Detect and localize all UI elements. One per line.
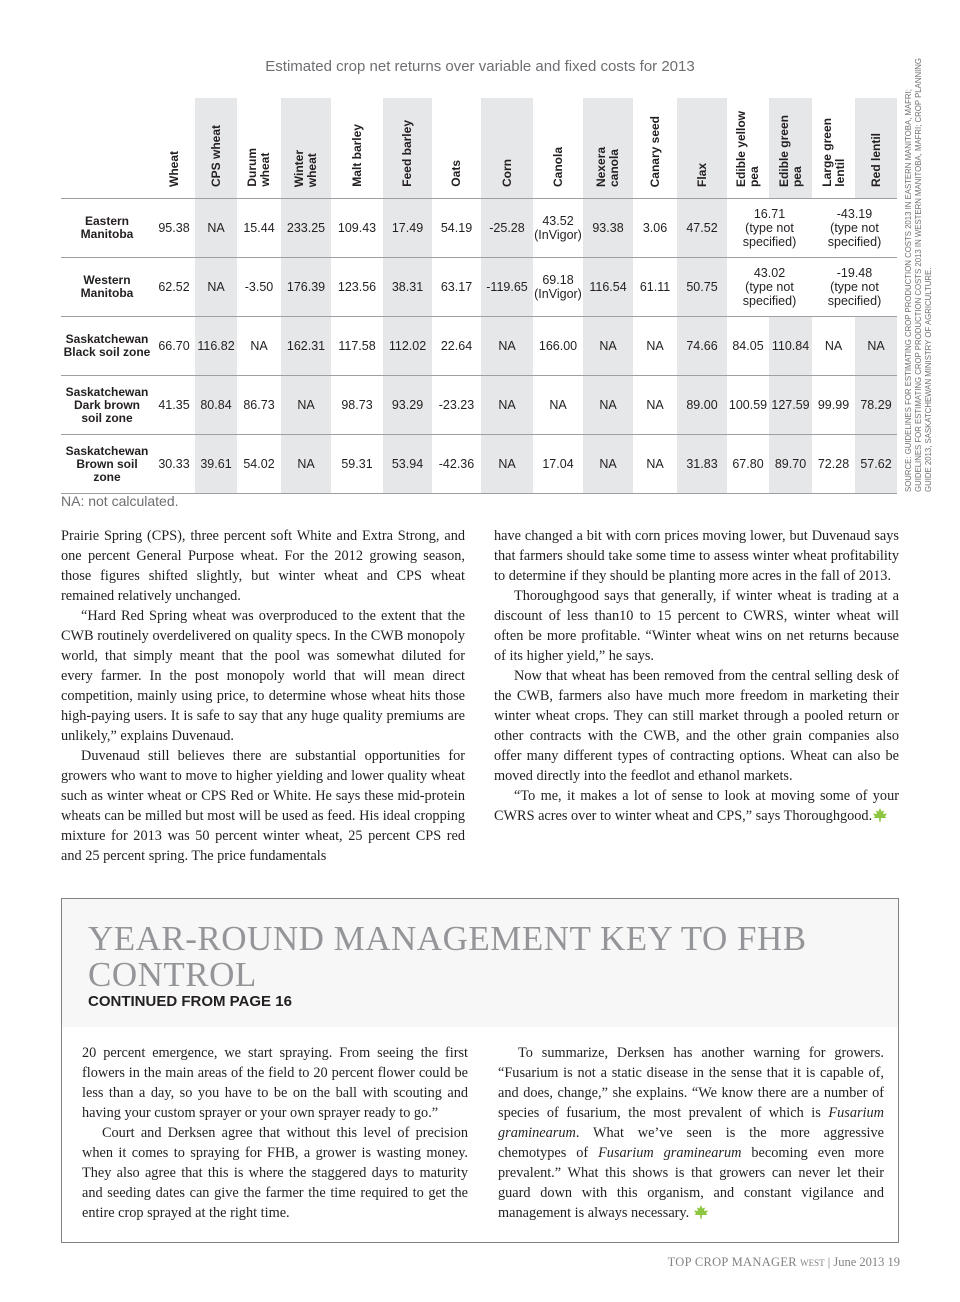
table-cell: NA (281, 435, 331, 494)
col-header: Nexera canola (583, 98, 633, 199)
table-cell: 17.04 (533, 435, 583, 494)
table-cell: 84.05 (727, 317, 769, 376)
paragraph: Thoroughgood says that generally, if winter wheat is trading at a discount of less than10 to 15 percent to CWRS, winter wheat will often be more profitable. “Winter wheat wins on net returns because of its higher yield,” he says. (494, 588, 899, 664)
table-cell: 62.52 (153, 258, 195, 317)
table-cell: NA (855, 317, 897, 376)
table-cell: 162.31 (281, 317, 331, 376)
header-corner (61, 98, 153, 199)
na-footnote: NA: not calculated. (61, 493, 179, 509)
col-header: Winter wheat (281, 98, 331, 199)
table-cell: 93.38 (583, 199, 633, 258)
page-number: 19 (887, 1255, 900, 1269)
table-cell: 117.58 (331, 317, 383, 376)
article-column-left (61, 526, 465, 866)
table-row (61, 317, 897, 376)
table-cell: -42.36 (432, 435, 481, 494)
col-header: Edible yellow pea (727, 98, 769, 199)
row-label: Western Manitoba (61, 258, 153, 317)
table-cell: 39.61 (195, 435, 237, 494)
table-cell: 47.52 (677, 199, 727, 258)
paragraph: To summarize, Derksen has another warning for growers. “Fusarium is not a static disease in the sense that it is capable of, and does, change,” she explains. “We know there are a number of species of fusarium, the most prevalent of which is Fusarium graminearum. What we’ve seen is the more aggressive chemotypes of Fusarium graminearum becoming even more prevalent.” What this shows is that growers can never let their guard down with this organism, and constant vigilance and management is always necessary. (498, 1045, 884, 1221)
table-cell: 30.33 (153, 435, 195, 494)
table-cell: 86.73 (237, 376, 281, 435)
table-cell: NA (633, 317, 677, 376)
table-cell: 95.38 (153, 199, 195, 258)
table-cell: 63.17 (432, 258, 481, 317)
col-header: Malt barley (331, 98, 383, 199)
table-cell: 123.56 (331, 258, 383, 317)
col-header: Oats (432, 98, 481, 199)
table-cell: 233.25 (281, 199, 331, 258)
table-cell: 3.06 (633, 199, 677, 258)
pea-merged-cell: 43.02 (type not specified) (727, 258, 812, 317)
paragraph: “Hard Red Spring wheat was overproduced to the extent that the CWB routinely overdelivered on quality specs. In the CWB monopoly world, that simply meant that the pool was somewhat diluted for every farmer. In the post monopoly world that will mean direct competition, mainly using price, to determine whose wheat hits those high-paying users. It is safe to say that any huge quality premiums are unlikely,” explains Duvenaud. (61, 608, 465, 744)
col-header: Wheat (153, 98, 195, 199)
row-label: Saskatchewan Brown soil zone (61, 435, 153, 494)
table-cell: NA (633, 435, 677, 494)
table-cell: 57.62 (855, 435, 897, 494)
col-header: Red lentil (855, 98, 897, 199)
table-cell: NA (812, 317, 855, 376)
table-cell: 116.54 (583, 258, 633, 317)
col-header: Durum wheat (237, 98, 281, 199)
lentil-merged-cell: -19.48 (type not specified) (812, 258, 897, 317)
table-cell: NA (583, 435, 633, 494)
table-cell: 61.11 (633, 258, 677, 317)
table-cell: 53.94 (383, 435, 432, 494)
col-header: Large green lentil (812, 98, 855, 199)
table-cell: 17.49 (383, 199, 432, 258)
table-cell: 112.02 (383, 317, 432, 376)
table-cell: NA (533, 376, 583, 435)
table-cell: NA (633, 376, 677, 435)
continued-label: CONTINUED FROM PAGE 16 (88, 993, 292, 1010)
row-label: Saskatchewan Black soil zone (61, 317, 153, 376)
col-header: Canary seed (633, 98, 677, 199)
issue-date: | June 2013 (827, 1255, 885, 1269)
table-cell: 116.82 (195, 317, 237, 376)
table-cell: -25.28 (481, 199, 533, 258)
table-cell: 22.64 (432, 317, 481, 376)
table-row (61, 199, 897, 258)
table-cell: 99.99 (812, 376, 855, 435)
table-cell: NA (281, 376, 331, 435)
sidebar-body (62, 1027, 898, 1242)
row-label: Saskatchewan Dark brown soil zone (61, 376, 153, 435)
sidebar-title: YEAR-ROUND MANAGEMENT KEY TO FHB CONTROL (88, 919, 807, 994)
maple-leaf-icon (872, 808, 888, 822)
col-header: Feed barley (383, 98, 432, 199)
lentil-merged-cell: -43.19 (type not specified) (812, 199, 897, 258)
article-column-right (494, 526, 899, 826)
table-cell: NA (583, 317, 633, 376)
table-cell: 72.28 (812, 435, 855, 494)
sidebar-column-right (498, 1043, 884, 1223)
table-cell: NA (237, 317, 281, 376)
table-cell: -3.50 (237, 258, 281, 317)
table-cell: 41.35 (153, 376, 195, 435)
table-cell: NA (481, 376, 533, 435)
table-title: Estimated crop net returns over variable and fixed costs for 2013 (265, 58, 695, 75)
paragraph: Duvenaud still believes there are substantial opportunities for growers who want to move to higher yielding and lower quality wheat such as winter wheat or CPS Red or White. He says these mid-protein wheats can be milled but most will be used as feed. His ideal cropping mixture for 2013 was 50 percent winter wheat, 25 percent CPS red and 25 percent spring. The price fundamentals (61, 748, 465, 864)
paragraph: Now that wheat has been removed from the central selling desk of the CWB, farmers also have much more freedom in marketing their winter wheat crops. They can still market through a pooled return or other contracts with the CWB, and the other grain companies also offer many different types of contracting options. Wheat can also be moved directly into the feedlot and ethanol markets. (494, 668, 899, 784)
table-cell: NA (195, 199, 237, 258)
table-cell: 93.29 (383, 376, 432, 435)
table-cell: -23.23 (432, 376, 481, 435)
table-cell: 110.84 (769, 317, 812, 376)
table-cell: 80.84 (195, 376, 237, 435)
col-header: Edible green pea (769, 98, 812, 199)
paragraph: have changed a bit with corn prices moving lower, but Duvenaud says that farmers should take some time to assess winter wheat profitability to determine if they should be planting more acres in the fall of 2013. (494, 528, 899, 584)
row-label: Eastern Manitoba (61, 199, 153, 258)
table-header-row (61, 98, 897, 199)
table-cell: 78.29 (855, 376, 897, 435)
table-cell: 54.02 (237, 435, 281, 494)
table-row (61, 258, 897, 317)
table-cell: 43.52 (InVigor) (533, 199, 583, 258)
col-header: CPS wheat (195, 98, 237, 199)
paragraph: “To me, it makes a lot of sense to look at moving some of your CWRS acres over to winter wheat and CPS,” says Thoroughgood. (494, 788, 899, 824)
table-row (61, 435, 897, 494)
table-cell: 89.00 (677, 376, 727, 435)
table-cell: 176.39 (281, 258, 331, 317)
magazine-name: TOP CROP MANAGER (667, 1255, 797, 1269)
table-cell: 89.70 (769, 435, 812, 494)
table-cell: 50.75 (677, 258, 727, 317)
col-header: Canola (533, 98, 583, 199)
table-cell: 69.18 (InVigor) (533, 258, 583, 317)
crop-returns-table (61, 98, 897, 494)
table-cell: 31.83 (677, 435, 727, 494)
maple-leaf-icon (693, 1205, 709, 1219)
magazine-edition: WEST (800, 1258, 825, 1268)
paragraph: Prairie Spring (CPS), three percent soft White and Extra Strong, and one percent General Purpose wheat. For the 2012 growing season, those figures shifted slightly, but winter wheat and CPS wheat remained relatively unchanged. (61, 528, 465, 604)
table-cell: 54.19 (432, 199, 481, 258)
table-row (61, 376, 897, 435)
table-cell: 127.59 (769, 376, 812, 435)
table-cell: 98.73 (331, 376, 383, 435)
table-cell: 109.43 (331, 199, 383, 258)
sidebar-column-left (82, 1043, 468, 1223)
table-source-note: SOURCE: GUIDELINES FOR ESTIMATING CROP PRODUCTION COSTS 2013 IN EASTERN MANITOBA, MAFRI; GUIDELINES FOR ESTIMATING CROP PRODUCTION COSTS 2013 IN WESTERN MANITOBA, MAFRI; CROP PLANNING GUIDE 2013, SASKATCHEWAN MINISTRY OF AGRICULTURE. (904, 58, 933, 492)
table-cell: 67.80 (727, 435, 769, 494)
col-header: Flax (677, 98, 727, 199)
table-cell: -119.65 (481, 258, 533, 317)
col-header: Corn (481, 98, 533, 199)
pea-merged-cell: 16.71 (type not specified) (727, 199, 812, 258)
table-cell: 66.70 (153, 317, 195, 376)
table-cell: NA (481, 317, 533, 376)
table-cell: 166.00 (533, 317, 583, 376)
table-cell: NA (195, 258, 237, 317)
fhb-sidebar-box (61, 898, 899, 1243)
table-cell: 100.59 (727, 376, 769, 435)
table-cell: 59.31 (331, 435, 383, 494)
table-cell: 15.44 (237, 199, 281, 258)
table-cell: 38.31 (383, 258, 432, 317)
table-cell: 74.66 (677, 317, 727, 376)
table-cell: NA (583, 376, 633, 435)
paragraph: Court and Derksen agree that without this level of precision when it comes to spraying for FHB, a grower is wasting money. They also agree that this is where the staggered days to maturity and seeding dates can give the farmer the time required to get the entire crop sprayed at the right time. (82, 1125, 468, 1221)
page-footer (668, 1255, 900, 1270)
table-cell: NA (481, 435, 533, 494)
paragraph: 20 percent emergence, we start spraying. From seeing the first flowers in the main areas of the field to 20 percent flower could be less than a day, so you have to be on the ball with scouting and having your custom sprayer or your own sprayer ready to go.” (82, 1045, 468, 1121)
